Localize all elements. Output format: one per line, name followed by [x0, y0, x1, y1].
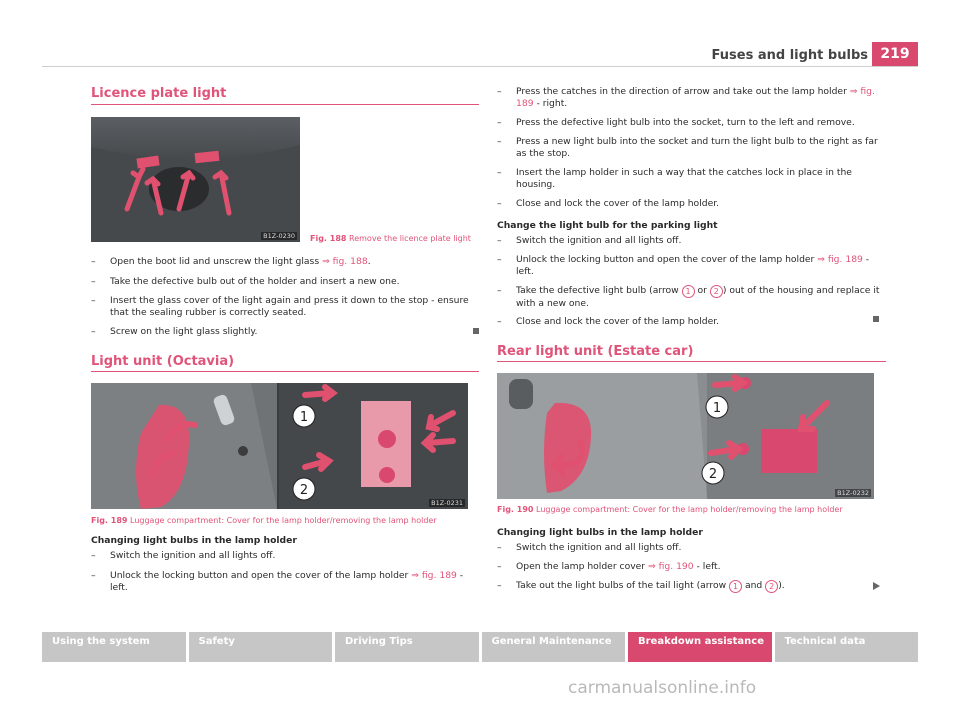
watermark: carmanualsonline.info — [568, 678, 757, 698]
callout-2: 2 — [708, 467, 718, 482]
fig-ref-link[interactable]: ⇒ fig. 190 — [647, 561, 694, 572]
figure-code: B1Z-0231 — [431, 499, 463, 507]
estate-steps-list — [497, 542, 887, 594]
fig-ref-link[interactable]: ⇒ fig. 189 — [516, 86, 875, 109]
page-number: 219 — [872, 42, 918, 66]
tab-general-maintenance[interactable]: General Maintenance — [482, 632, 626, 662]
caption-label: Fig. 190 — [497, 505, 534, 514]
fig-ref-link[interactable]: ⇒ fig. 188 — [322, 256, 368, 267]
figure-188-illustration — [91, 117, 300, 242]
chapter-tab-bar — [42, 632, 918, 662]
running-header-title: Fuses and light bulbs — [711, 48, 868, 63]
figure-188-caption — [310, 234, 471, 243]
callout-2: 2 — [299, 483, 309, 498]
subheading-changing-bulbs: Changing light bulbs in the lamp holder — [497, 527, 703, 538]
list-item: – Open the lamp holder cover ⇒ fig. 190 - left. — [497, 561, 721, 572]
tab-using-the-system[interactable]: Using the system — [42, 632, 186, 662]
figure-190-illustration — [497, 373, 874, 499]
list-item: – Press the defective light bulb into the socket, turn to the left and remove. — [497, 117, 855, 128]
tab-technical-data[interactable]: Technical data — [775, 632, 919, 662]
heading-licence-plate-light: Licence plate light — [91, 86, 227, 101]
octavia-steps-list — [91, 550, 479, 598]
heading-light-unit-octavia: Light unit (Octavia) — [91, 354, 235, 369]
list-item: – Press a new light bulb into the socket and turn the light bulb to the right as far as the stop. — [497, 136, 878, 159]
callout-ref-1: 1 — [729, 580, 742, 593]
heading-rule — [91, 371, 479, 372]
figure-189-photo — [91, 383, 468, 509]
figure-189-caption — [91, 516, 437, 525]
callout-ref-2: 2 — [710, 285, 723, 298]
list-item: – Open the boot lid and unscrew the light glass ⇒ fig. 188. — [91, 256, 371, 267]
fig-ref-link[interactable]: ⇒ fig. 189 — [817, 254, 863, 265]
list-item: – Close and lock the cover of the lamp holder. — [497, 198, 720, 209]
figure-188-photo — [91, 117, 300, 242]
caption-label: Fig. 188 — [310, 234, 347, 243]
section-end-mark — [873, 316, 879, 322]
figure-code: B1Z-0230 — [263, 232, 295, 240]
figure-189-illustration — [91, 383, 468, 509]
section-end-mark — [473, 328, 479, 334]
list-item: – Switch the ignition and all lights off. — [497, 235, 682, 246]
list-item: – Press the catches in the direction of arrow and take out the lamp holder ⇒ fig. 189 - right. — [497, 86, 875, 109]
callout-1: 1 — [299, 410, 309, 425]
callout-ref-2: 2 — [765, 580, 778, 593]
figure-190-photo — [497, 373, 874, 499]
list-item: – Take the defective bulb out of the holder and insert a new one. — [91, 276, 400, 287]
caption-label: Fig. 189 — [91, 516, 128, 525]
list-item: – Insert the glass cover of the light again and press it down to the stop - ensure that the sealing rubber is correctly seated. — [91, 295, 469, 318]
caption-text: Remove the licence plate light — [349, 234, 471, 243]
list-item: – Screw on the light glass slightly. — [91, 326, 258, 337]
list-item: – Take out the light bulbs of the tail light (arrow 1 and 2 ). — [497, 580, 785, 591]
heading-rule — [91, 104, 479, 105]
list-item: – Switch the ignition and all lights off. — [91, 550, 276, 561]
figure-190-caption — [497, 505, 843, 514]
heading-rule — [497, 361, 886, 362]
tab-safety[interactable]: Safety — [189, 632, 333, 662]
tab-driving-tips[interactable]: Driving Tips — [335, 632, 479, 662]
list-item: – Unlock the locking button and open the cover of the lamp holder ⇒ fig. 189 - left. — [497, 254, 870, 277]
header-rule — [42, 66, 918, 67]
caption-text: Luggage compartment: Cover for the lamp holder/removing the lamp holder — [130, 516, 437, 525]
fig-ref-link[interactable]: ⇒ fig. 189 — [411, 570, 457, 581]
list-item: – Close and lock the cover of the lamp holder. — [497, 316, 720, 327]
licence-steps-list — [91, 256, 479, 346]
subheading-parking-light: Change the light bulb for the parking light — [497, 220, 718, 231]
right-column-steps — [497, 86, 887, 326]
list-item: – Take the defective light bulb (arrow 1 or 2 ) out of the housing and replace it with a new one. — [497, 285, 880, 309]
list-item: – Unlock the locking button and open the cover of the lamp holder ⇒ fig. 189 - left. — [91, 570, 464, 593]
heading-rear-light-unit-estate: Rear light unit (Estate car) — [497, 344, 694, 359]
subheading-changing-bulbs: Changing light bulbs in the lamp holder — [91, 535, 297, 546]
figure-code: B1Z-0232 — [837, 489, 869, 497]
caption-text: Luggage compartment: Cover for the lamp holder/removing the lamp holder — [536, 505, 843, 514]
list-item: – Switch the ignition and all lights off. — [497, 542, 682, 553]
tab-breakdown-assistance[interactable]: Breakdown assistance — [628, 632, 772, 662]
continue-arrow-icon — [873, 582, 880, 590]
callout-1: 1 — [712, 401, 722, 416]
list-item: – Insert the lamp holder in such a way that the catches lock in place in the housing. — [497, 167, 852, 190]
callout-ref-1: 1 — [682, 285, 695, 298]
